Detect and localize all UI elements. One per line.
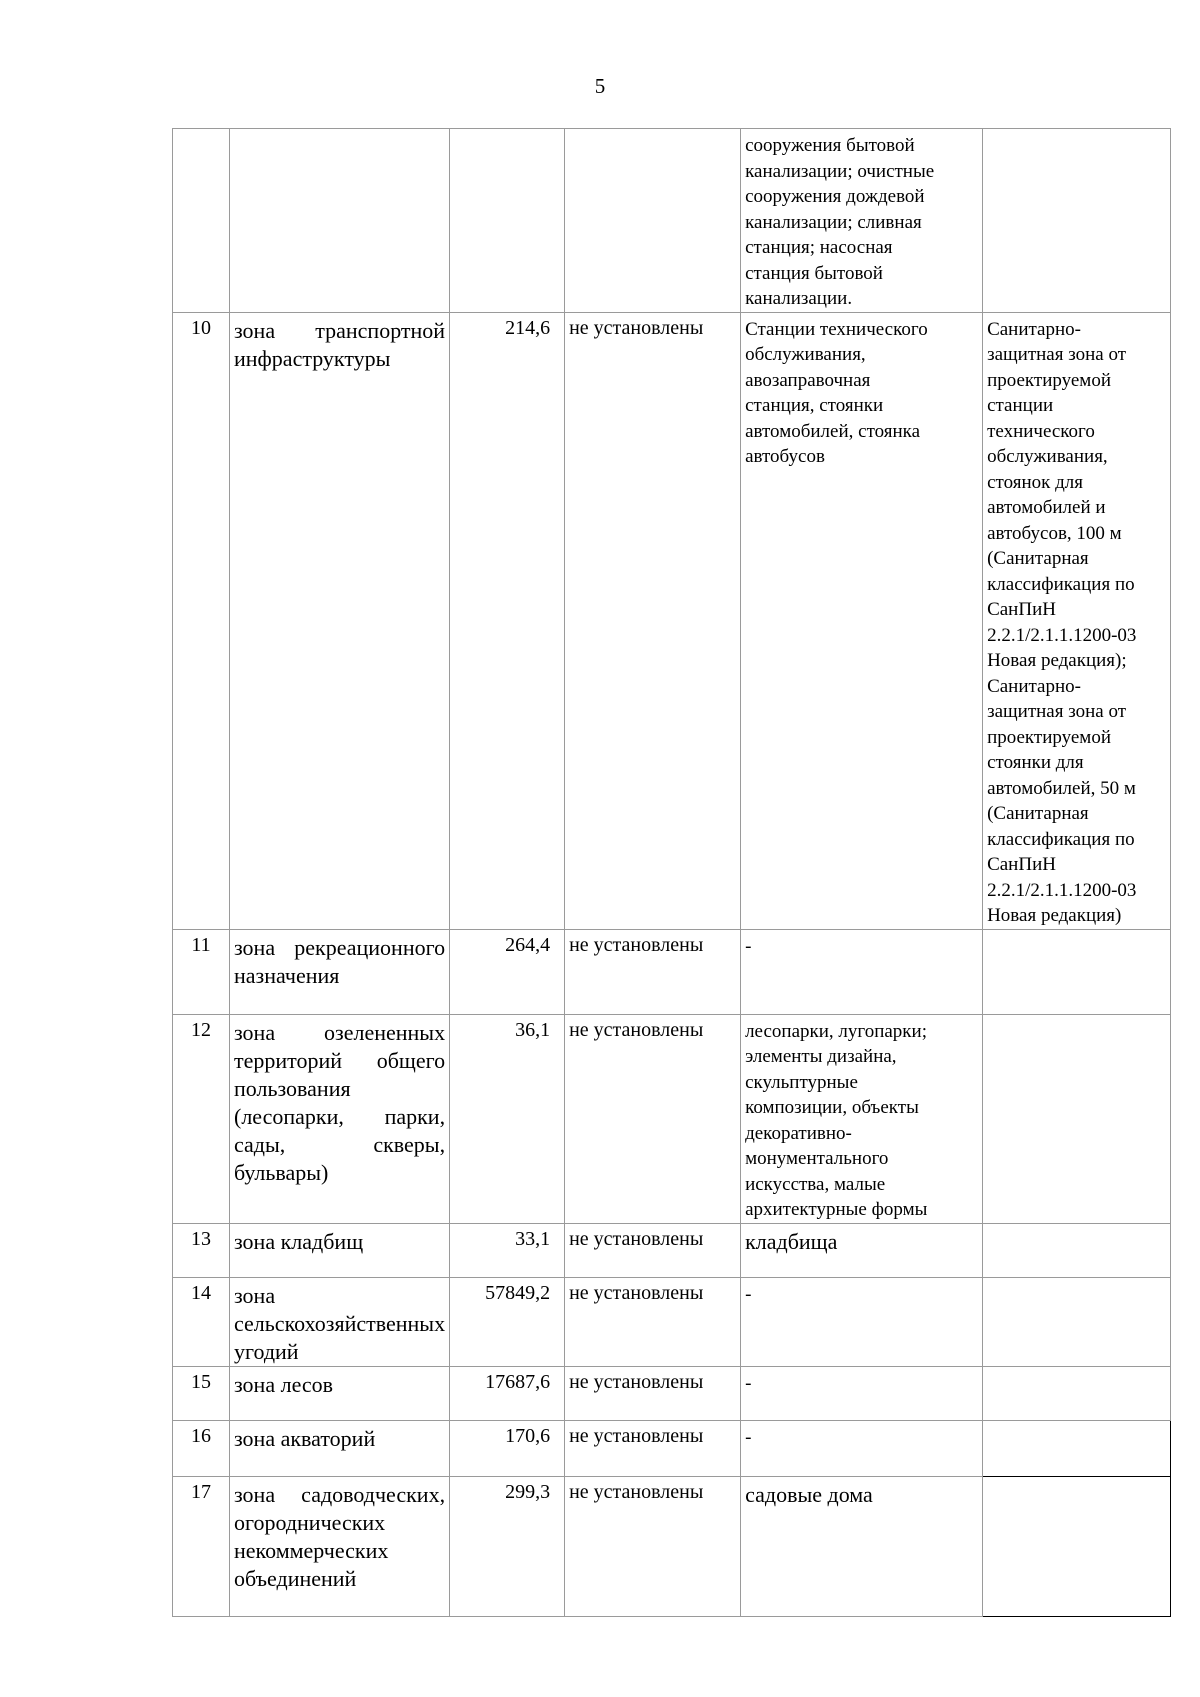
zone-parameters	[565, 129, 741, 313]
zone-area: 299,3	[450, 1476, 565, 1616]
zone-parameters: не установлены	[565, 1366, 741, 1420]
zone-restrictions	[983, 1366, 1171, 1420]
row-number: 14	[173, 1277, 230, 1366]
zone-area: 17687,6	[450, 1366, 565, 1420]
table-row	[173, 312, 1171, 929]
table-row	[173, 929, 1171, 1014]
table-row	[173, 1223, 1171, 1277]
zone-objects: сооружения бытовой канализации; очистные сооружения дождевой канализации; сливная станция; насосная станция бытовой канализации.	[741, 129, 983, 313]
zone-restrictions: Санитарно- защитная зона от проектируемой станции технического обслуживания, стоянок для автомобилей и автобусов, 100 м (Санитарная классификация по СанПиН 2.2.1/2.1.1.1200-03 Новая редакция); Санитарно- защитная зона от проектируемой стоянки для автомобилей, 50 м (Санитарная классификация по СанПиН 2.2.1/2.1.1.1200-03 Новая редакция)	[983, 312, 1171, 929]
row-number: 12	[173, 1014, 230, 1223]
row-number: 17	[173, 1476, 230, 1616]
zone-area: 33,1	[450, 1223, 565, 1277]
zone-area	[450, 129, 565, 313]
zone-parameters: не установлены	[565, 929, 741, 1014]
zone-name: зона лесов	[230, 1366, 450, 1420]
zones-table	[172, 128, 1171, 1617]
zone-name: зона рекреационного назначения	[230, 929, 450, 1014]
zone-restrictions	[983, 1476, 1171, 1616]
zone-area: 170,6	[450, 1420, 565, 1476]
zone-parameters: не установлены	[565, 1420, 741, 1476]
zone-objects: лесопарки, лугопарки; элементы дизайна, скульптурные композиции, объекты декоративно- монументального искусства, малые архитектурные формы	[741, 1014, 983, 1223]
row-number: 15	[173, 1366, 230, 1420]
zone-objects: -	[741, 1366, 983, 1420]
row-number: 13	[173, 1223, 230, 1277]
zone-name	[230, 129, 450, 313]
zone-objects: -	[741, 929, 983, 1014]
zone-restrictions	[983, 1420, 1171, 1476]
zone-area: 264,4	[450, 929, 565, 1014]
zone-parameters: не установлены	[565, 1277, 741, 1366]
zone-area: 36,1	[450, 1014, 565, 1223]
zone-name: зона кладбищ	[230, 1223, 450, 1277]
zone-restrictions	[983, 1223, 1171, 1277]
table-row	[173, 1476, 1171, 1616]
zone-parameters: не установлены	[565, 1014, 741, 1223]
zone-restrictions	[983, 1277, 1171, 1366]
zone-objects: -	[741, 1277, 983, 1366]
zone-name: зона садоводческих, огороднических некоммерческих объединений	[230, 1476, 450, 1616]
row-number: 16	[173, 1420, 230, 1476]
row-number	[173, 129, 230, 313]
table-row	[173, 129, 1171, 313]
row-number: 10	[173, 312, 230, 929]
table-row	[173, 1014, 1171, 1223]
zone-name: зона озелененных территорий общего пользования (лесопарки, парки, сады, скверы, бульвары)	[230, 1014, 450, 1223]
zone-name: зона сельскохозяйственных угодий	[230, 1277, 450, 1366]
zone-objects: Станции технического обслуживания, авозаправочная станция, стоянки автомобилей, стоянка автобусов	[741, 312, 983, 929]
zone-objects: -	[741, 1420, 983, 1476]
zone-restrictions	[983, 129, 1171, 313]
page-number: 5	[594, 74, 606, 98]
zone-parameters: не установлены	[565, 1476, 741, 1616]
zone-area: 57849,2	[450, 1277, 565, 1366]
zone-area: 214,6	[450, 312, 565, 929]
zone-restrictions	[983, 1014, 1171, 1223]
zone-restrictions	[983, 929, 1171, 1014]
zone-name: зона транспортной инфраструктуры	[230, 312, 450, 929]
zone-parameters: не установлены	[565, 312, 741, 929]
zone-objects: кладбища	[741, 1223, 983, 1277]
zone-parameters: не установлены	[565, 1223, 741, 1277]
table-row	[173, 1277, 1171, 1366]
row-number: 11	[173, 929, 230, 1014]
zone-objects: садовые дома	[741, 1476, 983, 1616]
zone-name: зона акваторий	[230, 1420, 450, 1476]
table-row	[173, 1420, 1171, 1476]
table-row	[173, 1366, 1171, 1420]
